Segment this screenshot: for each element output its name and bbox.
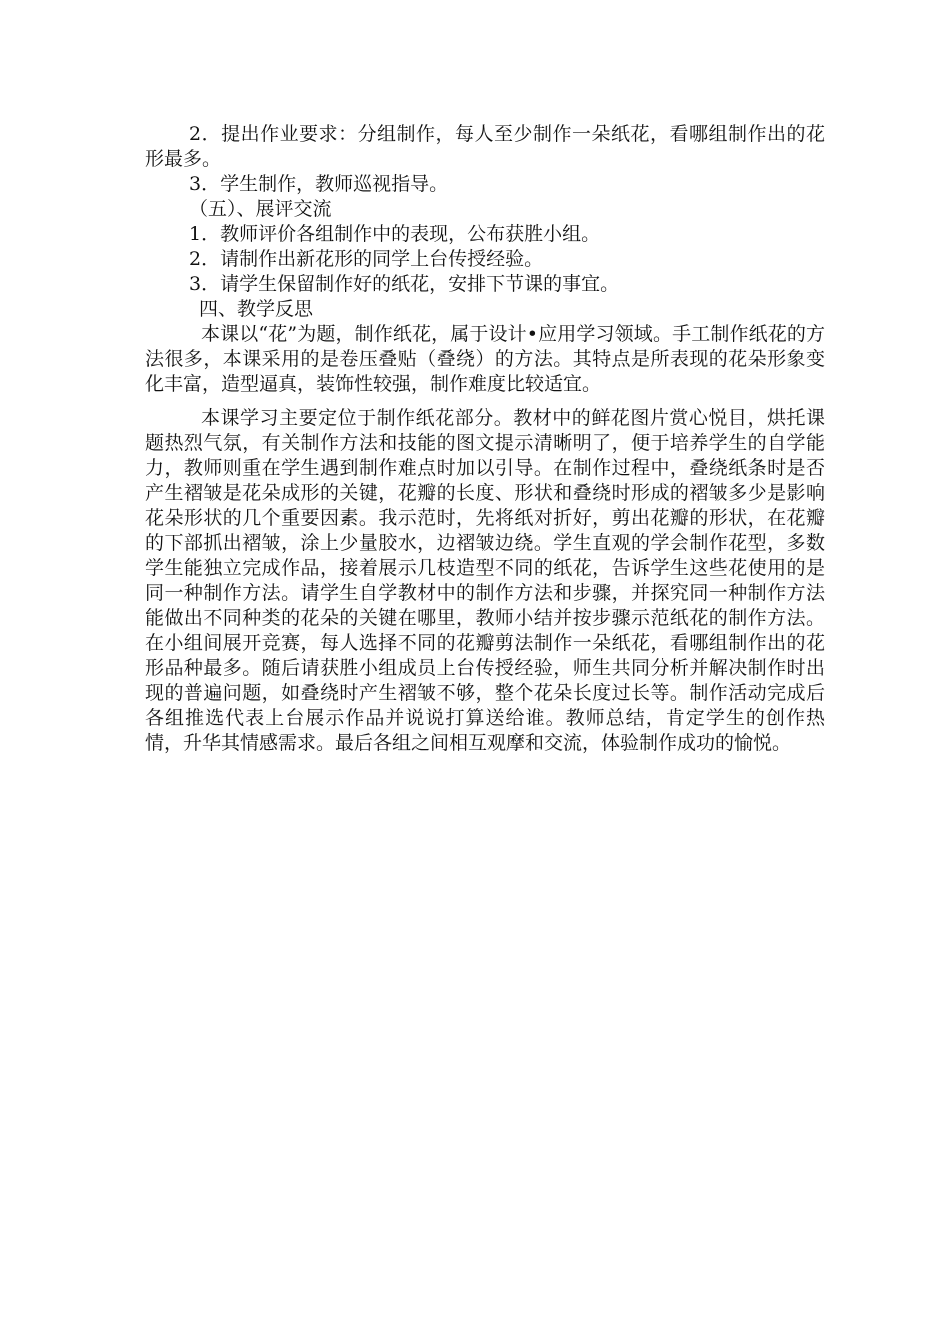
exhibition-item-1: 1．教师评价各组制作中的表现，公布获胜小组。	[189, 223, 601, 245]
exhibition-item-2: 2．请制作出新花形的同学上台传授经验。	[189, 248, 544, 270]
section-heading-reflection: 四、教学反思	[199, 298, 314, 320]
reflection-paragraph-1: 本课以“花”为题，制作纸花，属于设计•应用学习领域。手工制作纸花的方法很多，本课采用的是卷压叠贴（叠绕）的方法。其特点是所表现的花朵形象变化丰富，造型逼真，装饰性较强，制作难度比较适宜。	[145, 323, 825, 395]
exhibition-item-3: 3．请学生保留制作好的纸花，安排下节课的事宜。	[189, 273, 620, 295]
section-heading-exhibition: （五）、展评交流	[189, 198, 332, 220]
step-2-assignment: 2．提出作业要求：分组制作，每人至少制作一朵纸花，看哪组制作出的花形最多。	[145, 123, 825, 170]
reflection-paragraph-2: 本课学习主要定位于制作纸花部分。教材中的鲜花图片赏心悦目，烘托课题热烈气氛，有关制作方法和技能的图文提示清晰明了，便于培养学生的自学能力，教师则重在学生遇到制作难点时加以引导。在制作过程中，叠绕纸条时是否产生褶皱是花朵成形的关键，花瓣的长度、形状和叠绕时形成的褶皱多少是影响花朵形状的几个重要因素。我示范时，先将纸对折好，剪出花瓣的形状，在花瓣的下部抓出褶皱，涂上少量胶水，边褶皱边绕。学生直观的学会制作花型，多数学生能独立完成作品，接着展示几枝造型不同的纸花，告诉学生这些花使用的是同一种制作方法。请学生自学教材中的制作方法和步骤，并探究同一种制作方法能做出不同种类的花朵的关键在哪里，教师小结并按步骤示范纸花的制作方法。在小组间展开竞赛，每人选择不同的花瓣剪法制作一朵纸花，看哪组制作出的花形品种最多。随后请获胜小组成员上台传授经验，师生共同分析并解决制作时出现的普遍问题，如叠绕时产生褶皱不够，整个花朵长度过长等。制作活动完成后各组推选代表上台展示作品并说说打算送给谁。教师总结，肯定学生的创作热情，升华其情感需求。最后各组之间相互观摩和交流，体验制作成功的愉悦。	[145, 407, 825, 754]
step-3-student-work: 3．学生制作，教师巡视指导。	[189, 173, 449, 195]
document-body	[145, 122, 825, 756]
